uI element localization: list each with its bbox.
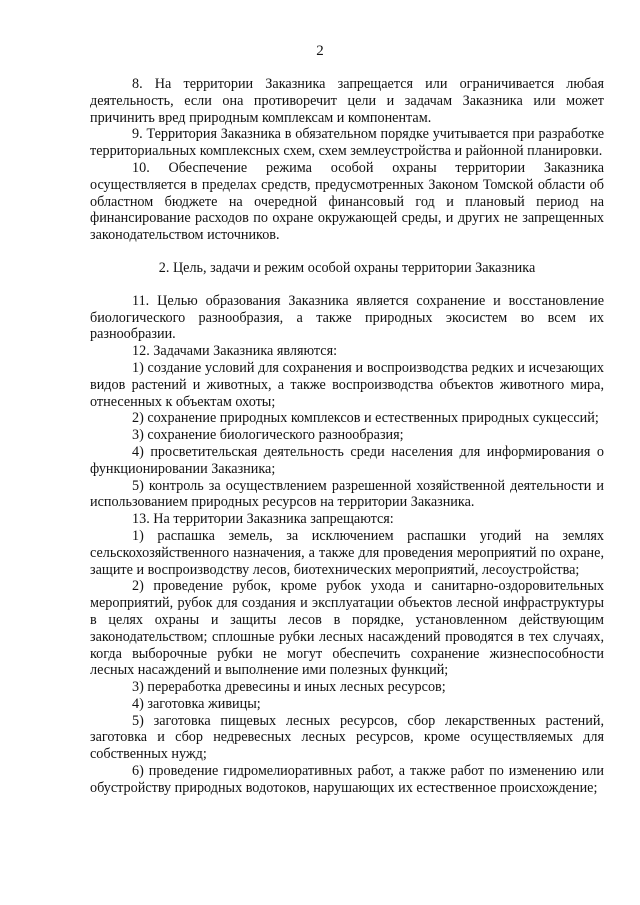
prohibition-item-4: 4) заготовка живицы;: [132, 695, 261, 712]
paragraph-8: 8. На территории Заказника запрещается или ограничивается любая деятельность, если она противоречит цели и задачам Заказника или может причинить вред природным комплексам и компонентам.: [90, 76, 604, 126]
task-item-5: 5) контроль за осуществлением разрешенной хозяйственной деятельности и использованием природных ресурсов на территории Заказника.: [90, 477, 604, 511]
paragraph-9: 9. Территория Заказника в обязательном порядке учитывается при разработке территориальных комплексных схем, схем землеустройства и районной планировки.: [90, 126, 604, 160]
task-item-3: 3) сохранение биологического разнообразия;: [132, 427, 404, 444]
paragraph-13: 13. На территории Заказника запрещаются:: [132, 511, 394, 528]
section-heading: 2. Цель, задачи и режим особой охраны территории Заказника: [158, 259, 536, 276]
paragraph-10: 10. Обеспечение режима особой охраны территории Заказника осуществляется в пределах средств, предусмотренных Законом Томской области об областном бюджете на очередной финансовый год и плановый период на финансирование расходов по охране окружающей среды, и других не запрещенных законодательством источников.: [90, 159, 604, 244]
document-body: [90, 76, 604, 797]
prohibition-item-5: 5) заготовка пищевых лесных ресурсов, сбор лекарственных растений, заготовка и сбор недревесных лесных ресурсов, кроме осуществляемых для собственных нужд;: [90, 712, 604, 763]
task-item-1: 1) создание условий для сохранения и воспроизводства редких и исчезающих видов растений и животных, а также воспроизводства объектов животного мира, отнесенных к объектам охоты;: [90, 359, 604, 410]
prohibition-item-2: 2) проведение рубок, кроме рубок ухода и санитарно-оздоровительных мероприятий, рубок для создания и эксплуатации объектов лесной инфраструктуры в целях охраны и защиты лесов в порядке, установленном действующим законодательством; сплошные рубки лесных насаждений проводятся в тех случаях, когда выборочные рубки не могут обеспечить сохранение жизнеспособности лесных насаждений и выполнение ими полезных функций;: [90, 578, 604, 679]
prohibition-item-6: 6) проведение гидромелиоративных работ, а также работ по изменению или обустройству природных водотоков, нарушающих их естественное происхождение;: [90, 763, 604, 796]
paragraph-11: 11. Целью образования Заказника является сохранение и восстановление биологического разнообразия, а также природных экосистем во всем их разнообразии.: [90, 292, 604, 343]
paragraph-12: 12. Задачами Заказника являются:: [132, 343, 338, 360]
page-number: 2: [316, 43, 324, 59]
task-item-2: 2) сохранение природных комплексов и естественных природных сукцессий;: [132, 410, 599, 427]
task-item-4: 4) просветительская деятельность среди населения для информирования о функционировании Заказника;: [90, 443, 604, 477]
prohibition-item-3: 3) переработка древесины и иных лесных ресурсов;: [132, 679, 446, 696]
prohibition-item-1: 1) распашка земель, за исключением распашки угодий на землях сельскохозяйственного назначения, а также для проведения мероприятий по охране, защите и воспроизводству лесов, биотехнических мероприятий, лесоустройства;: [90, 527, 604, 578]
